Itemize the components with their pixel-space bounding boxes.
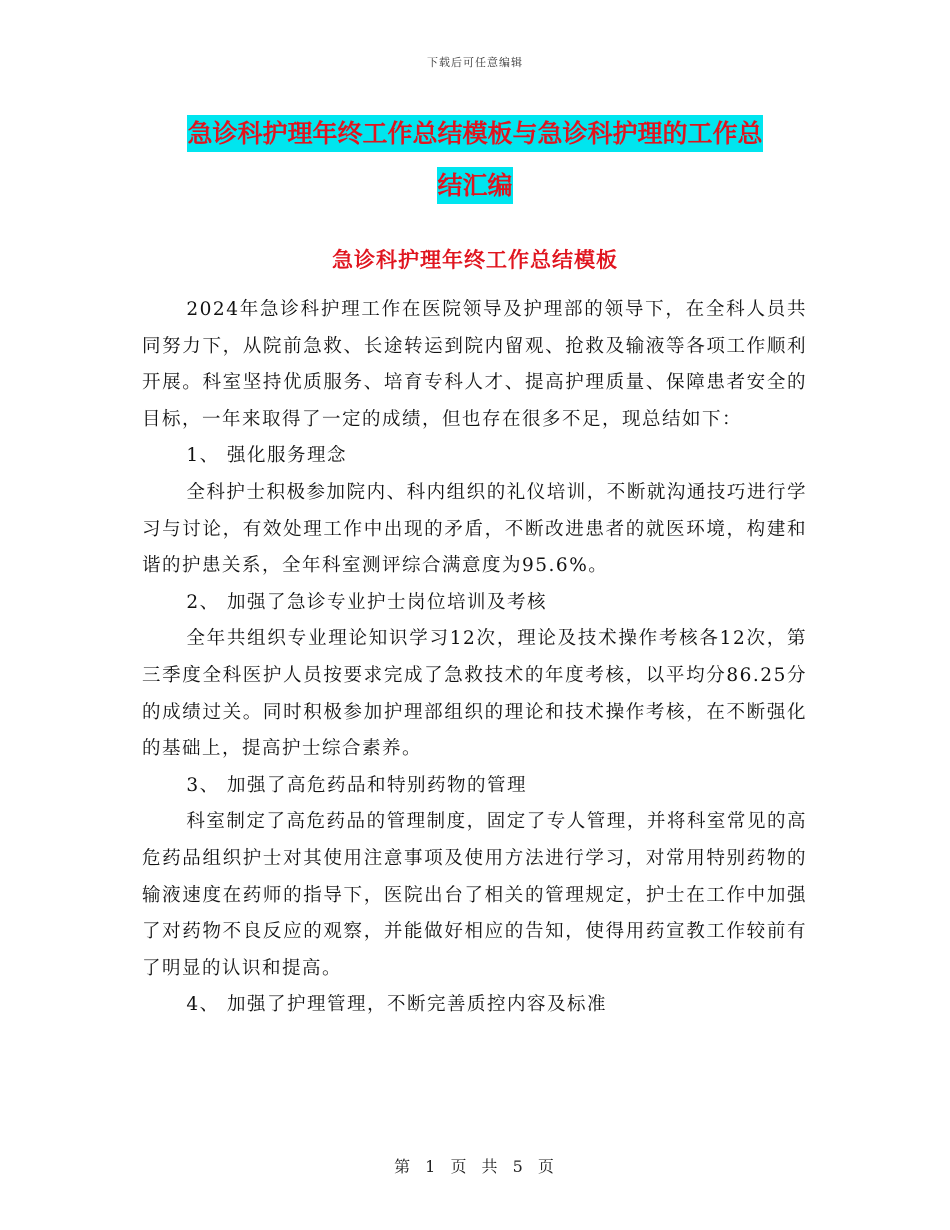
document-title-line-1: 急诊科护理年终工作总结模板与急诊科护理的工作总 xyxy=(187,115,762,152)
paragraph-1: 全科护士积极参加院内、科内组织的礼仪培训，不断就沟通技巧进行学习与讨论，有效处理工作中出现的矛盾，不断改进患者的就医环境，构建和谐的护患关系，全年科室测评综合满意度为95.6%。 xyxy=(142,481,807,577)
item-heading-3: 3、 加强了高危药品和特别药物的管理 xyxy=(186,774,528,796)
document-body xyxy=(142,292,807,1024)
item-heading-1: 1、 强化服务理念 xyxy=(186,445,348,467)
section-title: 急诊科护理年终工作总结模板 xyxy=(332,248,618,272)
paragraph-3: 科室制定了高危药品的管理制度，固定了专人管理，并将科室常见的高危药品组织护士对其使用注意事项及使用方法进行学习，对常用特别药物的输液速度在药师的指导下，医院出台了相关的管理规定，护士在工作中加强了对药物不良反应的观察，并能做好相应的告知，使得用药宣教工作较前有了明显的认识和提高。 xyxy=(142,811,807,979)
item-heading-2: 2、 加强了急诊专业护士岗位培训及考核 xyxy=(186,591,548,613)
paragraph-2: 全年共组织专业理论知识学习12次，理论及技术操作考核各12次，第三季度全科医护人员按要求完成了急救技术的年度考核，以平均分86.25分的成绩过关。同时积极参加护理部组织的理论和技术操作考核，在不断强化的基础上，提高护士综合素养。 xyxy=(142,628,807,760)
page-header: 下载后可任意编辑 xyxy=(427,56,523,69)
document-title-line-2: 结汇编 xyxy=(437,167,512,204)
item-heading-4: 4、 加强了护理管理，不断完善质控内容及标准 xyxy=(186,994,608,1016)
paragraph-intro: 2024年急诊科护理工作在医院领导及护理部的领导下，在全科人员共同努力下，从院前急救、长途转运到院内留观、抢救及输液等各项工作顺利开展。科室坚持优质服务、培育专科人才、提高护理质量、保障患者安全的目标，一年来取得了一定的成绩，但也存在很多不足，现总结如下： xyxy=(142,299,807,430)
document-title xyxy=(140,108,810,212)
page-footer: 第 1 页 共 5 页 xyxy=(394,1157,556,1176)
